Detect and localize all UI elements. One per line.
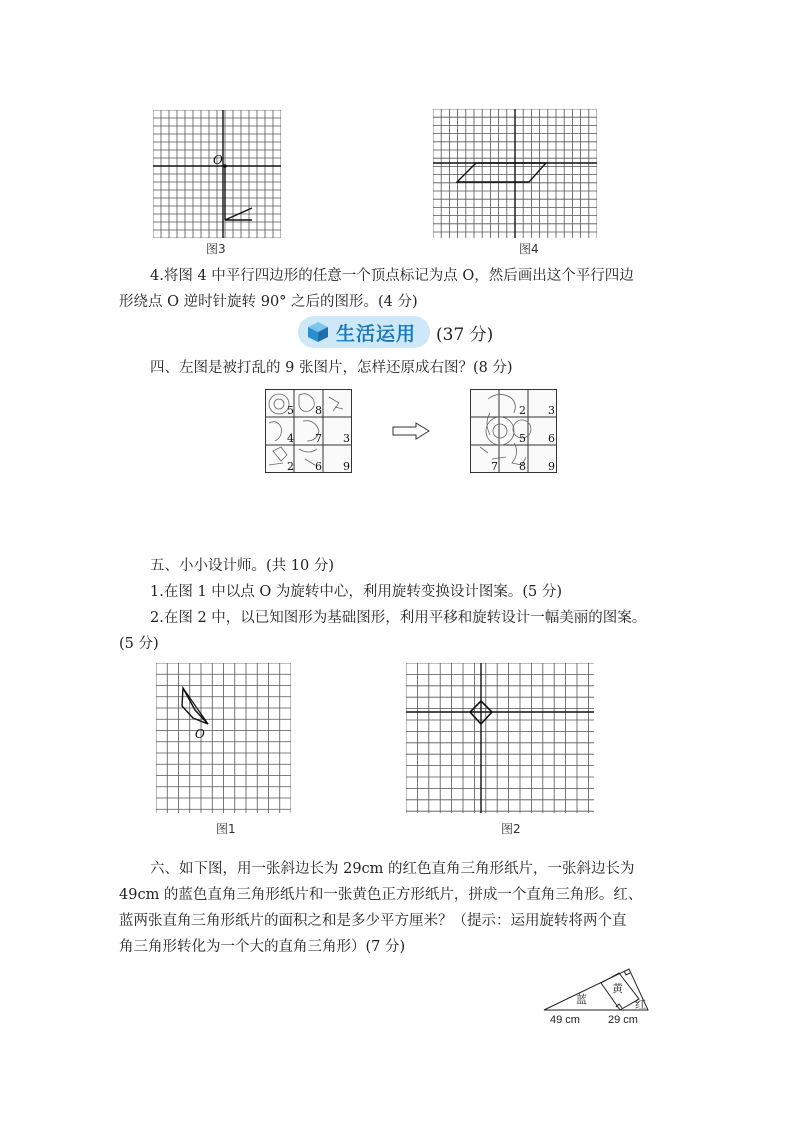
triangle-diagram [540,965,660,1031]
question-four-text: 四、左图是被打乱的 9 张图片，怎样还原成右图？(8 分) [150,360,513,376]
piece-number: 6 [548,432,555,445]
question-five-item-1: 1.在图 1 中以点 O 为旋转中心，利用旋转变换设计图案。(5 分) [150,584,563,600]
figure-2-caption: 图2 [501,822,521,836]
label-yellow: 黄 [612,982,623,995]
section-title: 生活运用 [336,322,417,345]
question-4-line-2: 形绕点 O 逆时针旋转 90° 之后的图形。(4 分) [119,294,418,310]
figure-3-caption: 图3 [206,242,226,256]
figure-4-caption: 图4 [519,242,539,256]
piece-number: 2 [287,460,294,473]
piece-number: 6 [315,460,322,473]
section-score: (37 分) [436,324,494,345]
piece-number: 9 [343,460,350,473]
point-o-label: O [213,153,223,167]
section-pill [298,316,430,348]
figure-2-grid [406,663,594,813]
label-red: 红 [635,998,646,1011]
question-4-line-1: 4.将图 4 中平行四边形的任意一个顶点标记为点 O，然后画出这个平行四边 [150,268,634,284]
label-blue: 蓝 [576,993,587,1006]
piece-number: 7 [491,460,498,473]
figure-3-grid [153,110,281,238]
length-red: 29 cm [608,1014,638,1026]
question-five-heading: 五、小小设计师。(共 10 分) [150,558,334,574]
figure-4-grid [433,109,597,238]
puzzle-scrambled [265,389,352,477]
cube-icon [306,320,330,344]
piece-number: 3 [343,432,350,445]
puzzle-restored [470,389,557,477]
question-six-line-1: 六、如下图，用一张斜边长为 29cm 的红色直角三角形纸片，一张斜边长为 [150,861,635,877]
piece-number: 9 [548,460,555,473]
parallelogram-shape [457,163,546,182]
question-five-item-2-score: (5 分) [119,636,159,652]
piece-number: 5 [519,432,526,445]
figure-1-grid [156,663,291,813]
piece-number: 3 [548,404,555,417]
point-o-label: O [195,727,205,741]
piece-number: 5 [287,404,294,417]
question-six-line-2: 49cm 的蓝色直角三角形纸片和一张黄色正方形纸片，拼成一个直角三角形。红、 [119,887,643,903]
section-banner [298,316,493,348]
length-blue: 49 cm [550,1014,580,1026]
arrow-right-icon [392,422,430,444]
question-five-item-2: 2.在图 2 中，以已知图形为基础图形，利用平移和旋转设计一幅美丽的图案。 [150,610,647,626]
question-six-line-3: 蓝两张直角三角形纸片的面积之和是多少平方厘米？（提示：运用旋转将两个直 [119,913,627,929]
piece-number: 8 [519,460,526,473]
piece-number: 8 [315,404,322,417]
piece-number: 7 [315,432,322,445]
piece-number: 2 [519,404,526,417]
figure-1-caption: 图1 [216,822,236,836]
piece-number: 4 [287,432,294,445]
question-six-line-4: 角三角形转化为一个大的直角三角形）(7 分) [119,939,406,955]
